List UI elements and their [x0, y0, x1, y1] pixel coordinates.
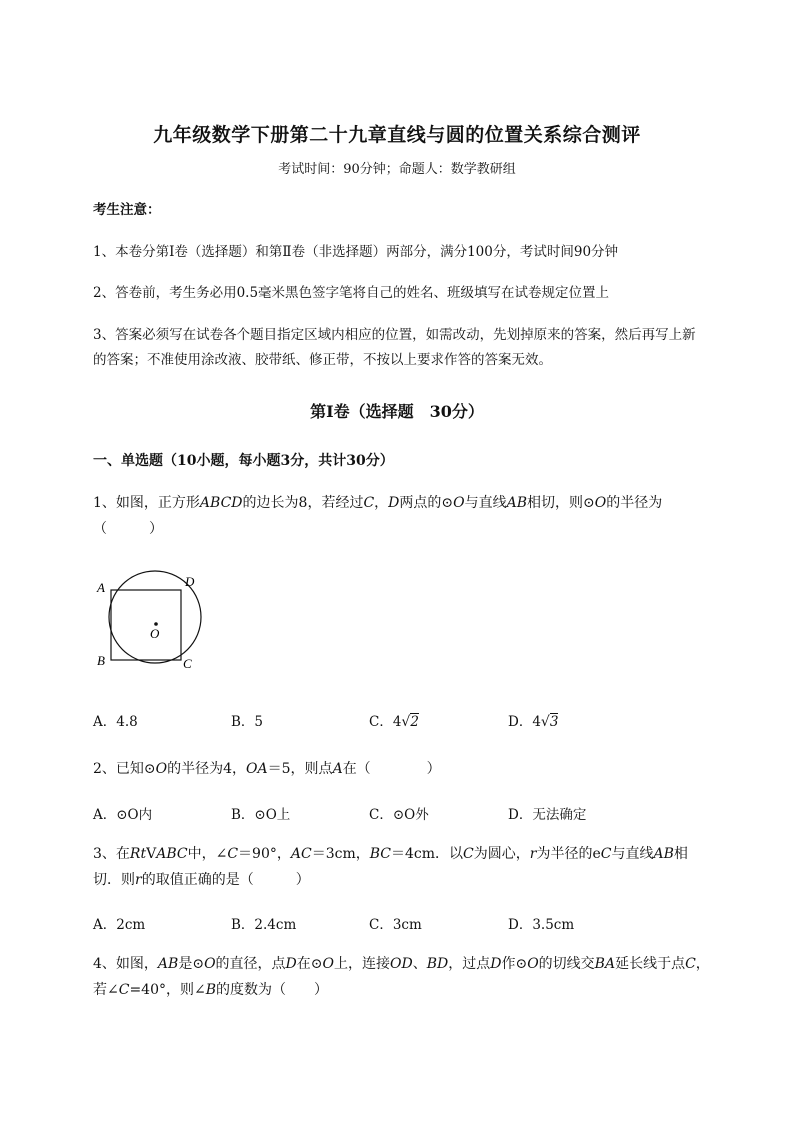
q4-text: 作⊙	[501, 956, 528, 972]
q4-text: 的切线交	[538, 956, 595, 972]
question-1-blank: （ ）	[93, 521, 163, 537]
q1-text: 两点的⊙	[399, 495, 454, 511]
q3-text: V	[146, 846, 157, 862]
q2-var: O	[155, 761, 168, 777]
section-heading: 第I卷（选择题 30分）	[310, 402, 484, 421]
q3-var: AB	[653, 846, 674, 862]
q1-figure	[90, 570, 215, 675]
exam-subtitle: 考试时间：90分钟；命题人：数学教研组	[278, 162, 516, 177]
q1-var: O	[594, 495, 607, 511]
q1-option-d[interactable]: D．4√3	[508, 714, 559, 730]
q3-var: Rt	[129, 846, 147, 862]
question-3	[93, 840, 688, 868]
question-4	[93, 950, 710, 978]
q3-var: AC	[290, 846, 312, 862]
q4-var: D	[285, 956, 297, 972]
q2-option-d[interactable]: D．无法确定	[508, 807, 587, 823]
q2-option-b[interactable]: B．⊙O上	[231, 807, 291, 823]
q1-text: 1、如图，正方形	[93, 495, 200, 511]
q3-option-b[interactable]: B．2.4cm	[231, 917, 297, 933]
q3-option-a[interactable]: A．2cm	[93, 917, 146, 933]
q1-var: D	[388, 495, 400, 511]
q3-var: C	[227, 846, 239, 862]
q3-var: ABC	[156, 846, 188, 862]
q1-text: 的半径为	[606, 495, 663, 511]
q4-var: O	[204, 956, 216, 972]
question-3-line2	[93, 866, 310, 894]
notice-item-3: 3、答案必须写在试卷各个题目指定区域内相应的位置，如需改动，先划掉原来的答案，然后再写上新	[93, 327, 696, 343]
q3-text: 切．则	[93, 872, 135, 888]
q3-var: C	[463, 846, 474, 862]
q4-text: 延长线于点	[615, 956, 686, 972]
q4-text: 的直径，点	[215, 956, 286, 972]
q4-var: OD	[390, 956, 413, 972]
q1-text: 的边长为8，若经过	[242, 495, 364, 511]
q4-text: 、	[412, 956, 427, 972]
q2-option-a[interactable]: A．⊙O内	[93, 807, 153, 823]
q1-text: 相切，则⊙	[527, 495, 595, 511]
q4-text: 上，连接	[334, 956, 390, 972]
label-c: C	[183, 656, 192, 671]
q2-text: 的半径为4，	[167, 761, 247, 777]
notice-item-1: 1、本卷分第I卷（选择题）和第Ⅱ卷（非选择题）两部分，满分100分，考试时间90分钟	[93, 244, 619, 260]
q4-text: 若∠	[93, 982, 119, 998]
q4-text: 是⊙	[178, 956, 205, 972]
notice-heading: 考生注意：	[93, 202, 161, 218]
q4-var: O	[322, 956, 334, 972]
question-4-line2	[93, 976, 328, 1004]
label-b: B	[97, 653, 105, 668]
q4-var: O	[527, 956, 539, 972]
q1-option-d-radicand: 3	[549, 714, 559, 730]
q3-text: 中，∠	[187, 846, 228, 862]
q4-text: ，过点	[448, 956, 491, 972]
q3-option-d[interactable]: D．3.5cm	[508, 917, 575, 933]
label-d: D	[185, 574, 195, 589]
square-abcd	[111, 590, 181, 660]
q3-option-c[interactable]: C．3cm	[369, 917, 422, 933]
q3-text: 为圆心，	[473, 846, 530, 862]
notice-item-2: 2、答卷前，考生务必用0.5毫米黑色签字笔将自己的姓名、班级填写在试卷规定位置上	[93, 285, 610, 301]
q1-var: C	[363, 495, 375, 511]
q4-var: AB	[157, 956, 179, 972]
q4-var: C	[685, 956, 696, 972]
q1-text: ，	[374, 495, 389, 511]
q4-var: BD	[426, 956, 449, 972]
q1-option-b[interactable]: B．5	[231, 714, 264, 730]
notice-item-3-cont: 的答案；不准使用涂改液、胶带纸、修正带，不按以上要求作答的答案无效。	[93, 352, 552, 368]
q3-text: ＝90°，	[238, 846, 291, 862]
q3-text: ＝4cm．以	[391, 846, 464, 862]
q2-text: 在（ ）	[342, 761, 441, 777]
q3-var: C	[600, 846, 612, 862]
q3-text: ＝3cm，	[311, 846, 370, 862]
q2-var: OA	[246, 761, 268, 777]
q1-option-c-text: C．4	[369, 714, 402, 730]
q4-text: 的度数为（ ）	[216, 982, 329, 998]
q1-option-c[interactable]: C．4√2	[369, 714, 419, 730]
label-a: A	[97, 580, 105, 595]
q1-option-a[interactable]: A．4.8	[93, 714, 138, 730]
question-1	[93, 489, 662, 517]
q1-var: ABCD	[199, 495, 243, 511]
q1-option-c-radicand: 2	[410, 714, 419, 730]
exam-title: 九年级数学下册第二十九章直线与圆的位置关系综合测评	[153, 124, 641, 146]
q3-text: 3、在	[93, 846, 130, 862]
q2-text: ＝5，则点	[267, 761, 333, 777]
q3-text: 为半径的e	[536, 846, 601, 862]
q3-text: 相	[673, 846, 688, 862]
q2-var: A	[332, 761, 343, 777]
q1-text: 与直线	[464, 495, 507, 511]
q2-text: 2、已知⊙	[93, 761, 156, 777]
q1-var: O	[453, 495, 465, 511]
q4-text: 4、如图，	[93, 956, 158, 972]
q4-var: C	[118, 982, 130, 998]
q4-var: BA	[594, 956, 616, 972]
q3-var: r	[529, 846, 537, 862]
q3-text: 与直线	[611, 846, 654, 862]
q1-option-d-text: D．4	[508, 714, 541, 730]
q4-var: B	[205, 982, 217, 998]
q3-text: 的取值正确的是（ ）	[141, 872, 310, 888]
q4-text: 在⊙	[296, 956, 323, 972]
q3-var: BC	[369, 846, 391, 862]
q2-option-c[interactable]: C．⊙O外	[369, 807, 429, 823]
label-o: O	[150, 626, 160, 641]
part-heading: 一、单选题（10小题，每小题3分，共计30分）	[93, 453, 394, 469]
q1-var: AB	[506, 495, 528, 511]
q4-text: ，	[695, 956, 710, 972]
q4-text: =40°，则∠	[129, 982, 206, 998]
q4-var: D	[490, 956, 502, 972]
question-2	[93, 755, 441, 783]
q3-var: r	[135, 872, 142, 888]
